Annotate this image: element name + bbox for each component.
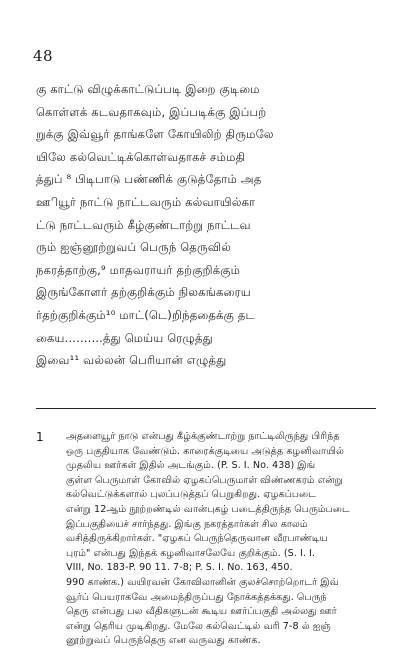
footnote-line: கல்வெட்டுக்களால் புலப்படுத்தப் பெறுகிறது. ஏழகப்படை (66, 489, 316, 501)
footnote-body (66, 430, 386, 649)
footnote-line: குள்ள பெருமாள் கோவில் ஏழகப்பெருமாள் விண்ணகரம் என்று (66, 474, 343, 486)
footnote-line: VIII, No. 183-P. 90 11. 7-8; P. S. I. No. 163, 450. (66, 562, 293, 574)
footnote-line: இப்பகுதியைச் சார்ந்தது. இங்கு நகரத்தார்கள் சில காலம் (66, 518, 308, 530)
footnote-line: வசித்திருக்கிறார்கள். "ஏழகப் பெருந்தெருவான வீரபாண்டிய (66, 533, 328, 545)
footnote-line: தெரு என்பது பல வீதிகளுடன் கூடிய ஊர்ப்பகுதி அல்லது ஊர் (66, 606, 337, 618)
inscription-line: கொள்ளக் கடவதாகவும், இப்படிக்கு இப்பற் (36, 104, 267, 119)
inscription-line: இருங்கோளர் தற்குறிக்கும் நிலகங்கரைய (36, 285, 251, 300)
footnote-line: அதளையூர் நாடு என்பது கீழ்க்குண்டாற்று நாட்டிலிருந்து பிரிந்த (66, 431, 340, 442)
inscription-line: கைய..........த்து மெய்ய ரெழுத்து (36, 330, 213, 345)
inscription-line: ஊியூர் நாட்டு நாட்டவரும் கல்வாயில்கா (36, 194, 256, 209)
footnote-line: ஒரு பகுதியாக வேண்டும். காரைக்குடியை அடுத்த கழனிவாயில் (66, 445, 344, 457)
footnote-line: என்று 12ஆம் நூற்றண்டில் வான்புகழ் படைத்திருந்த பெரும்படை (66, 503, 350, 515)
footnote-line: என்று தெரிய முடிகிறது. மேலே கல்வெட்டில் வரி 7-8 ல் ஐஞ் (66, 620, 331, 632)
inscription-line: கு காட்டு விழுக்காட்டுப்படி இறை குடிமை (36, 82, 260, 96)
inscription-line: ர்தற்குறிக்கும்¹⁰ மாட்(டெ)றிந்ததைக்கு தட (36, 307, 255, 322)
footnote-marker: 1 (36, 430, 44, 444)
footnote-line: வூர்ப் பெயராகவே அமைந்திருப்பது நோக்கத்தக்கது. பெருந் (66, 591, 327, 603)
inscription-line: ரும் ஐஞ்னூற்றுவப் பெருந் தெருவில் (36, 240, 231, 255)
footnote-divider (36, 408, 376, 409)
page-number: 48 (33, 47, 54, 65)
inscription-line: நகரத்தாற்கு,⁹ மாதவராயர் தற்குறிக்கும் (36, 262, 241, 277)
footnote-line: முதலிய ஊர்கள் இதில் அடங்கும். (P. S. I. No. 438) இங் (66, 460, 316, 472)
inscription-line: யிலே கல்வெட்டிக்கொள்வதாகச் சம்மதி (36, 149, 246, 164)
footnote-line: புரம்" என்பது இந்தக் கழனிவாசலேயே குறிக்கும். (S. I. I. (66, 547, 316, 559)
footnote-line: னூற்றுவப் பெருந்தெரு என வருவது காண்க. (66, 635, 261, 647)
inscription-line: ட்டு நாட்டவரும் கீழ்குண்டாற்று நாட்டவ (36, 217, 251, 232)
inscription-line: றுக்கு இவ்வூர் தாங்களே கோயிலிற் திருமலே (36, 127, 274, 142)
inscription-line: த்துப் ⁸ பிடிபாடு பண்ணிக் குடுத்தோம் அத (36, 172, 262, 187)
inscription-text (36, 78, 386, 372)
inscription-line: இவை¹¹ வல்லன் பெரியான் எழுத்து (36, 353, 227, 368)
footnote-line: 990 காண்க.) வயிரவன் கோவிலானின் குலச்சொற்றொடர் இவ் (66, 576, 339, 588)
